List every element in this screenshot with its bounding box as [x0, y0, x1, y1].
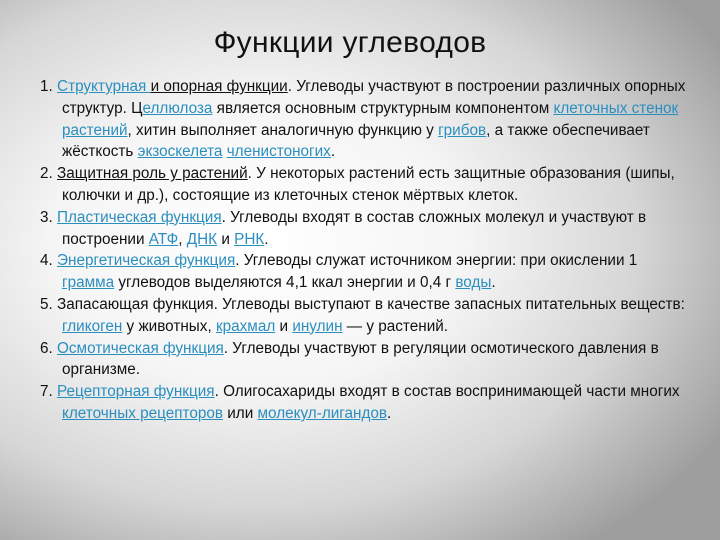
link-fungi[interactable]: грибов: [438, 121, 487, 139]
text: и: [275, 317, 293, 335]
text: — у растений.: [342, 317, 449, 335]
list-item-receptor: [40, 381, 690, 425]
text: . Углеводы участвуют в построении различных опорных структур. Ц: [62, 78, 686, 117]
link-cellulose[interactable]: еллюлоза: [142, 99, 213, 117]
text: , хитин выполняет аналогичную функцию у: [127, 121, 439, 139]
text: . Углеводы входят в состав сложных молекул и участвуют в построении: [62, 208, 647, 248]
text: . У некоторых растений есть защитные образования (шипы, колючки и др.), состоящие из клеточных стенок мёртвых клеток.: [62, 165, 675, 204]
link-exoskeleton[interactable]: экзоскелета: [137, 143, 223, 161]
link-dna[interactable]: ДНК: [186, 230, 218, 248]
link-ligand-molecules[interactable]: молекул-лигандов: [257, 404, 388, 422]
slide-title: Функции углеводов: [213, 26, 487, 59]
protective-role-text: Защитная роль у растений: [57, 165, 248, 183]
link-arthropods[interactable]: членистоногих: [226, 143, 331, 161]
item-number: 3.: [40, 208, 53, 226]
item-number: 2.: [40, 165, 53, 183]
link-cell-receptors[interactable]: клеточных рецепторов: [62, 404, 223, 422]
text: углеводов выделяются 4,1 ккал энергии и 0,4 г: [114, 274, 456, 292]
list-item-plastic: [40, 207, 690, 251]
link-structural[interactable]: Структурная: [57, 78, 151, 95]
link-water[interactable]: воды: [455, 274, 492, 292]
list-item-energy: [40, 250, 690, 294]
link-plastic-function[interactable]: Пластическая функция: [57, 208, 222, 226]
link-atp[interactable]: АТФ: [148, 230, 179, 248]
text: . Олигосахариды входят в состав воспринимающей части многих: [214, 383, 680, 401]
item-number: 7.: [40, 383, 53, 401]
link-gram[interactable]: грамма: [62, 274, 115, 292]
text: .: [330, 143, 336, 161]
text: Запасающая функция. Углеводы выступают в качестве запасных питательных веществ:: [52, 295, 685, 313]
item-number: 6.: [40, 339, 53, 357]
text: или: [222, 404, 258, 422]
link-receptor-function[interactable]: Рецепторная функция: [57, 383, 215, 401]
list-item-storage: [40, 294, 690, 338]
item-number: 1.: [40, 78, 53, 95]
text: , а также обеспечивает жёсткость: [62, 121, 650, 161]
support-function-text: и опорная функции: [150, 78, 288, 95]
text: и: [217, 230, 235, 248]
text: .: [387, 404, 392, 422]
text: является основным структурным компонентом: [212, 99, 554, 117]
link-osmotic-function[interactable]: Осмотическая функция: [57, 339, 224, 357]
link-energy-function[interactable]: Энергетическая функция: [57, 252, 236, 270]
link-cell-walls[interactable]: клеточных стенок: [553, 99, 679, 117]
item-number: 4.: [40, 252, 53, 270]
text: у животных,: [122, 317, 216, 335]
link-plants[interactable]: растений: [62, 121, 128, 139]
text: . Углеводы участвуют в регуляции осмотического давления в организме.: [62, 339, 659, 379]
text: .: [264, 230, 269, 248]
text: . Углеводы служат источником энергии: при окислении 1: [235, 252, 638, 270]
link-glycogen[interactable]: гликоген: [62, 317, 123, 335]
text: .: [491, 274, 496, 292]
link-rna[interactable]: РНК: [234, 230, 265, 248]
link-inulin[interactable]: инулин: [292, 317, 343, 335]
list-item-osmotic: [40, 338, 690, 382]
list-item-structural: [40, 76, 690, 163]
list-item-protective: [40, 163, 690, 207]
item-number: 5.: [40, 295, 53, 313]
link-starch[interactable]: крахмал: [215, 317, 276, 335]
functions-list: [40, 76, 690, 425]
text: ,: [178, 230, 187, 248]
